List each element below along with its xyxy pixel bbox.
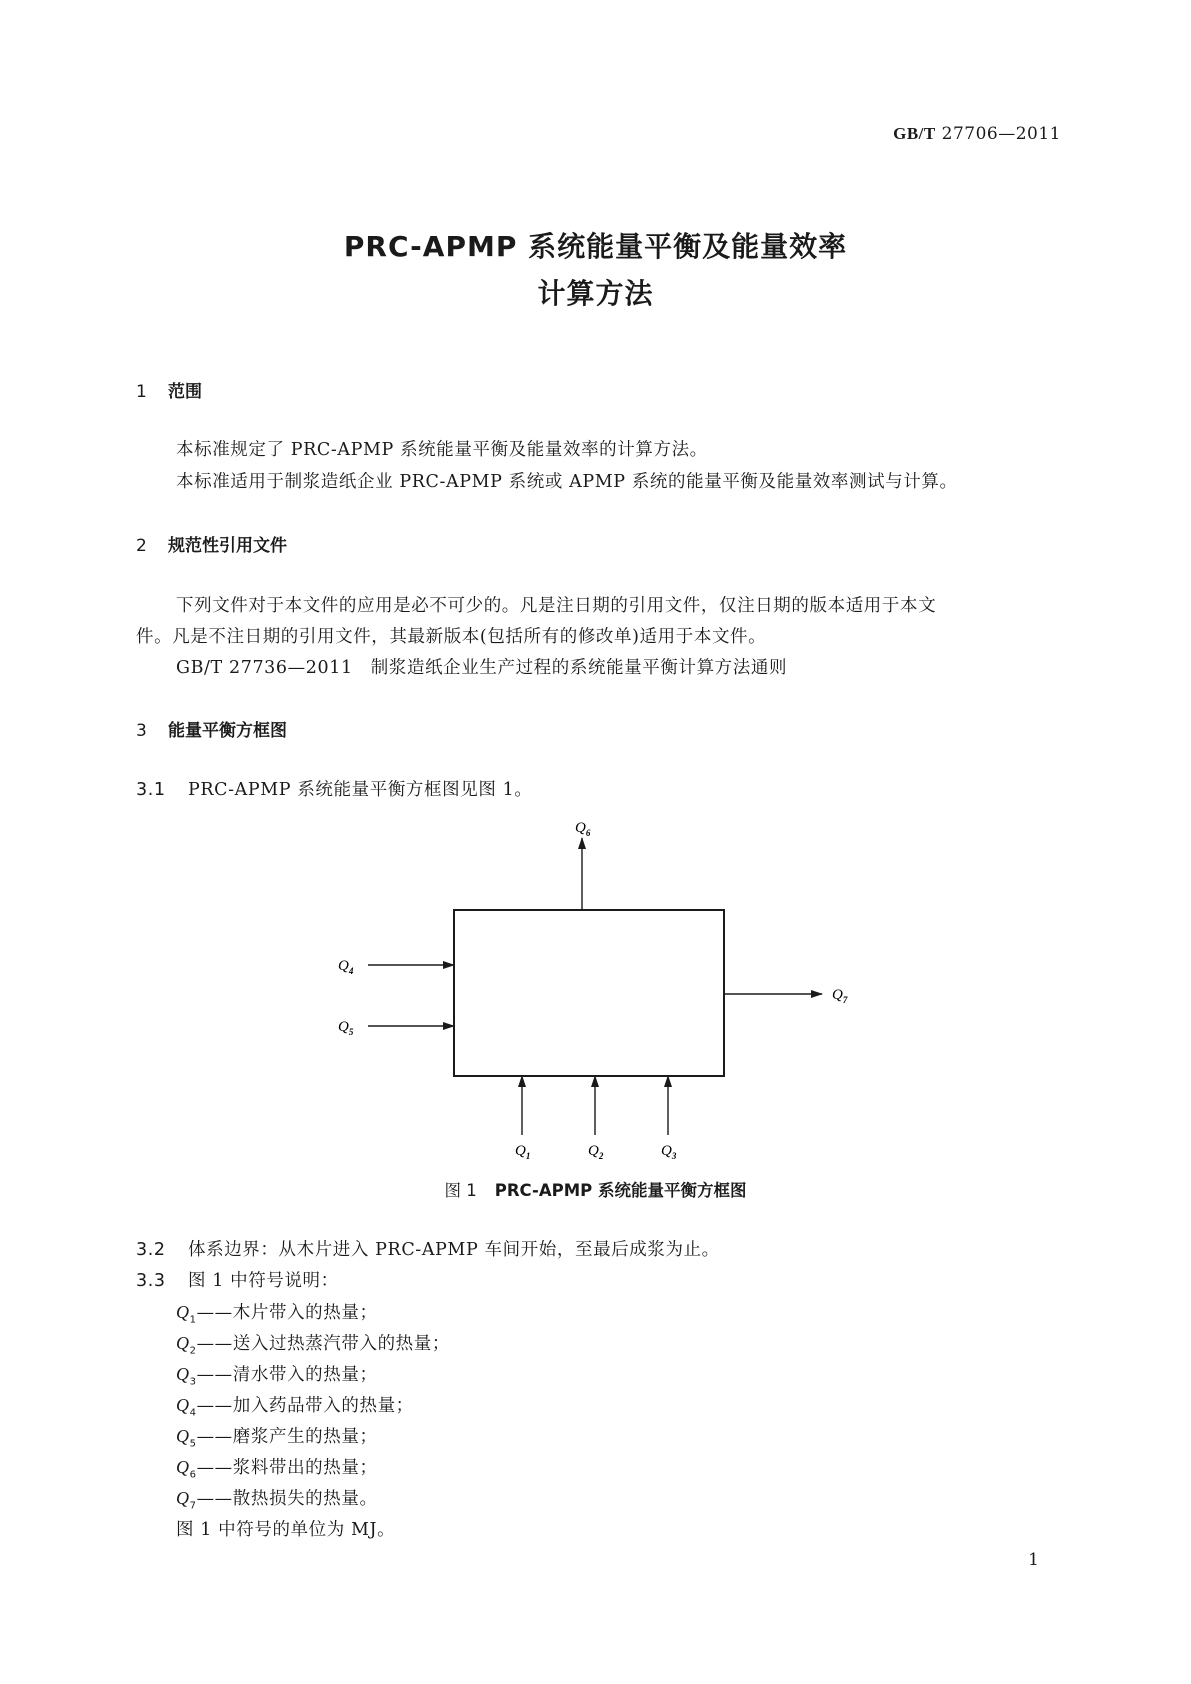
section-1-paragraph-1: 本标准规定了 PRC-APMP 系统能量平衡及能量效率的计算方法。 xyxy=(176,440,708,460)
system-box xyxy=(454,910,724,1076)
symbol-item: $Q_2——$送入过热蒸汽带入的热量； xyxy=(176,1333,450,1357)
clause-text: 体系边界：从木片进入 PRC-APMP 车间开始，至最后成浆为止。 xyxy=(188,1240,720,1260)
q1-label: $Q_1$ xyxy=(515,1143,531,1161)
energy-balance-diagram xyxy=(0,800,1191,1170)
section-2-paragraph-line1: 下列文件对于本文件的应用是必不可少的。凡是注日期的引用文件，仅注日期的版本适用于本文 xyxy=(176,596,937,616)
clause-text: 图 1 中符号说明： xyxy=(188,1271,339,1291)
section-number: 2 xyxy=(136,536,147,556)
section-2-heading xyxy=(136,531,287,556)
clause-number: 3.1 xyxy=(136,780,166,800)
normative-reference: GB/T 27736—2011 制浆造纸企业生产过程的系统能量平衡计算方法通则 xyxy=(176,658,788,678)
q5-label: $Q_5$ xyxy=(338,1019,354,1037)
figure-number: 图 1 xyxy=(444,1181,477,1200)
standard-prefix: GB/T xyxy=(893,124,936,143)
figure-caption xyxy=(0,1177,1191,1201)
q7-label: $Q_7$ xyxy=(832,987,848,1005)
symbol-item: $Q_5——$磨浆产生的热量； xyxy=(176,1426,378,1450)
clause-3-1 xyxy=(136,776,532,801)
clause-3-2 xyxy=(136,1236,720,1261)
symbol-item: $Q_6——$浆料带出的热量； xyxy=(176,1457,378,1481)
symbol-item: $Q_4——$加入药品带入的热量； xyxy=(176,1395,414,1419)
section-title: 规范性引用文件 xyxy=(168,536,287,556)
clause-number: 3.3 xyxy=(136,1271,166,1291)
symbol-item: $Q_3——$清水带入的热量； xyxy=(176,1364,378,1388)
section-1-heading xyxy=(136,377,202,402)
document-title-line2: 计算方法 xyxy=(537,277,654,310)
clause-number: 3.2 xyxy=(136,1240,166,1260)
section-number: 3 xyxy=(136,721,147,741)
q2-label: $Q_2$ xyxy=(588,1143,604,1161)
page-number: 1 xyxy=(1028,1550,1039,1570)
clause-text: PRC-APMP 系统能量平衡方框图见图 1。 xyxy=(188,780,533,800)
q6-label: $Q_6$ xyxy=(575,820,591,838)
clause-3-3 xyxy=(136,1267,339,1292)
section-2-paragraph-line2: 件。凡是不注日期的引用文件，其最新版本(包括所有的修改单)适用于本文件。 xyxy=(136,627,767,647)
symbol-item: $Q_1——$木片带入的热量； xyxy=(176,1302,378,1326)
q3-label: $Q_3$ xyxy=(661,1143,677,1161)
section-number: 1 xyxy=(136,382,147,402)
figure-caption-text: PRC-APMP 系统能量平衡方框图 xyxy=(494,1181,747,1200)
document-title-line1: PRC-APMP 系统能量平衡及能量效率 xyxy=(343,230,848,263)
standard-number: 27706—2011 xyxy=(941,124,1061,144)
section-title: 能量平衡方框图 xyxy=(168,721,287,741)
q4-label: $Q_4$ xyxy=(338,958,354,976)
section-3-heading xyxy=(136,716,287,741)
section-1-paragraph-2: 本标准适用于制浆造纸企业 PRC-APMP 系统或 APMP 系统的能量平衡及能量效率测试与计算。 xyxy=(176,472,958,492)
symbol-item: $Q_7——$散热损失的热量。 xyxy=(176,1488,378,1512)
section-title: 范围 xyxy=(168,382,202,402)
standard-code xyxy=(893,124,1061,144)
unit-note: 图 1 中符号的单位为 MJ。 xyxy=(176,1520,396,1540)
